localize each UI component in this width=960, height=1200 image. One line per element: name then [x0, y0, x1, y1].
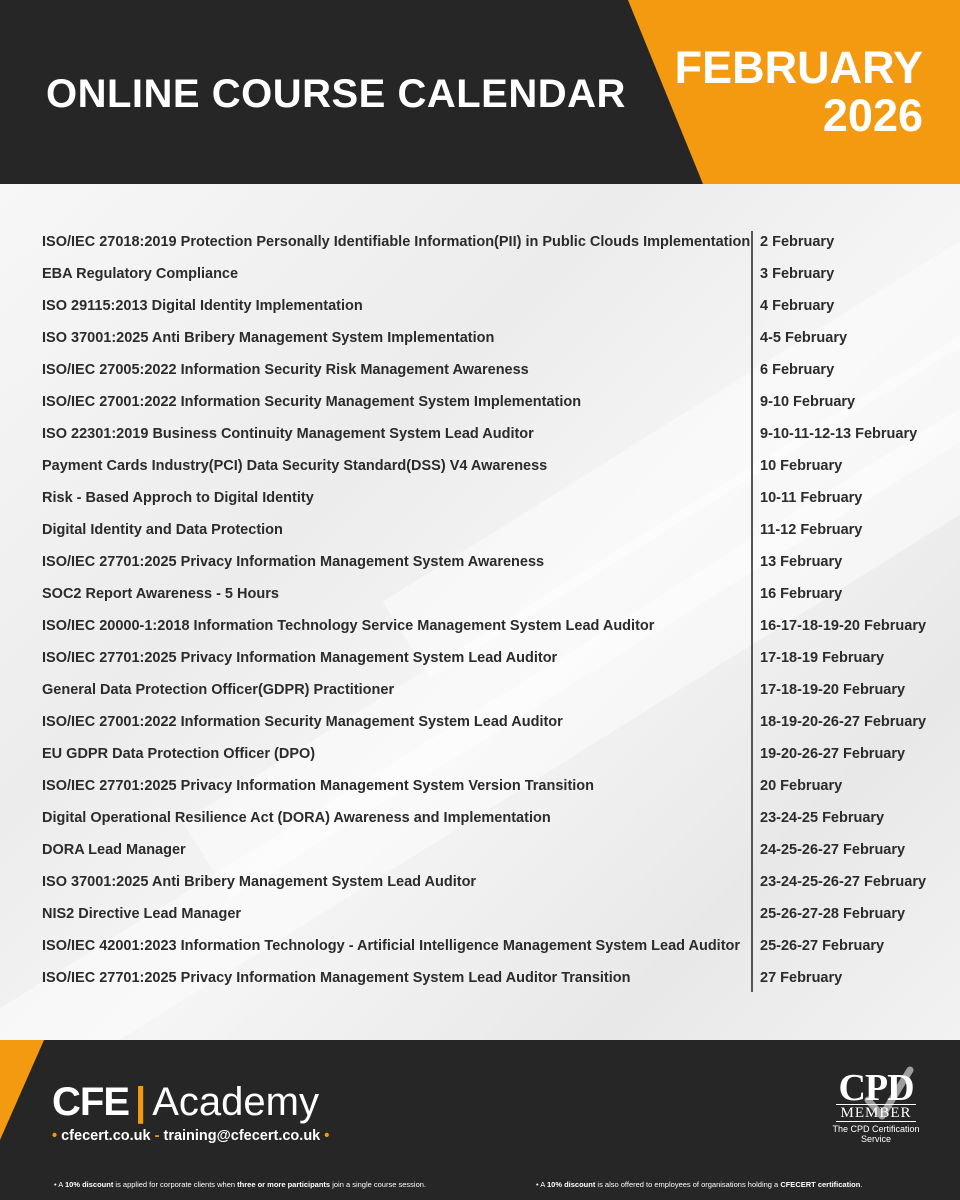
course-date: 4 February [760, 298, 835, 314]
page-title: ONLINE COURSE CALENDAR [46, 72, 626, 116]
course-name: ISO/IEC 27701:2025 Privacy Information Management System Version Transition [42, 778, 595, 794]
discount-note-employees: • A 10% discount is also offered to employees of organisations holding a CFECERT certification. [536, 1180, 863, 1189]
course-name: SOC2 Report Awareness - 5 Hours [42, 586, 279, 602]
course-name: ISO/IEC 27005:2022 Information Security Risk Management Awareness [42, 362, 529, 378]
course-date: 20 February [760, 778, 843, 794]
course-name: ISO 22301:2019 Business Continuity Management System Lead Auditor [42, 426, 534, 442]
note-text: is applied for corporate clients when [113, 1180, 238, 1189]
course-date: 25-26-27 February [760, 938, 885, 954]
course-row [0, 868, 960, 900]
note-bold: 10% discount [546, 1180, 596, 1189]
course-date: 17-18-19-20 February [760, 682, 906, 698]
course-name: ISO/IEC 27701:2025 Privacy Information Management System Lead Auditor Transition [42, 970, 631, 986]
course-calendar-panel [0, 184, 960, 1040]
course-row [0, 580, 960, 612]
course-name: ISO 37001:2025 Anti Bribery Management System Implementation [42, 330, 495, 346]
note-text: A [58, 1180, 65, 1189]
course-name: Digital Operational Resilience Act (DORA) Awareness and Implementation [42, 810, 551, 826]
course-name: EU GDPR Data Protection Officer (DPO) [42, 746, 316, 762]
course-row [0, 260, 960, 292]
course-name: ISO/IEC 27018:2019 Protection Personally Identifiable Information(PII) in Public Clouds Implementation [42, 234, 751, 250]
course-name: ISO/IEC 27001:2022 Information Security Management System Lead Auditor [42, 714, 563, 730]
course-date: 16 February [760, 586, 843, 602]
course-row [0, 292, 960, 324]
course-date: 23-24-25-26-27 February [760, 874, 927, 890]
course-row [0, 420, 960, 452]
course-row [0, 708, 960, 740]
cpd-service-label: The CPD Certification Service [832, 1124, 920, 1144]
course-name: Payment Cards Industry(PCI) Data Security Standard(DSS) V4 Awareness [42, 458, 548, 474]
note-text: . [860, 1180, 863, 1189]
footer [0, 1040, 960, 1200]
course-date: 19-20-26-27 February [760, 746, 906, 762]
brand-separator: | [135, 1080, 147, 1124]
course-date: 6 February [760, 362, 835, 378]
cpd-member-badge [824, 1068, 928, 1160]
footer-accent-shape [0, 1040, 60, 1140]
course-row [0, 964, 960, 996]
course-row [0, 900, 960, 932]
course-name: ISO 29115:2013 Digital Identity Implementation [42, 298, 363, 314]
course-date: 27 February [760, 970, 843, 986]
cpd-letters: CPD [838, 1067, 914, 1109]
course-date: 17-18-19 February [760, 650, 885, 666]
course-name: ISO/IEC 27701:2025 Privacy Information Management System Awareness [42, 554, 545, 570]
course-name: General Data Protection Officer(GDPR) Practitioner [42, 682, 395, 698]
year-label: 2026 [822, 90, 923, 141]
header-banner [0, 0, 960, 184]
course-row [0, 676, 960, 708]
course-date: 11-12 February [760, 522, 863, 538]
website-link[interactable]: cfecert.co.uk [61, 1128, 151, 1144]
course-row [0, 388, 960, 420]
course-name: ISO/IEC 20000-1:2018 Information Technology Service Management System Lead Auditor [42, 618, 655, 634]
course-date: 24-25-26-27 February [760, 842, 906, 858]
discount-note-corporate: • A 10% discount is applied for corporate clients when three or more participants join a single course session. [54, 1180, 426, 1189]
course-date: 9-10 February [760, 394, 856, 410]
course-row [0, 804, 960, 836]
course-date: 25-26-27-28 February [760, 906, 906, 922]
note-bold: three or more participants [237, 1180, 331, 1189]
note-text: A [540, 1180, 547, 1189]
course-row [0, 644, 960, 676]
course-name: Digital Identity and Data Protection [42, 522, 283, 538]
course-row [0, 516, 960, 548]
course-date: 23-24-25 February [760, 810, 885, 826]
course-row [0, 228, 960, 260]
month-year-label [675, 44, 923, 140]
course-row [0, 612, 960, 644]
contact-line [52, 1128, 329, 1144]
course-name: Risk - Based Approch to Digital Identity [42, 490, 314, 506]
course-date: 2 February [760, 234, 835, 250]
course-date: 10 February [760, 458, 843, 474]
course-list [0, 228, 960, 996]
separator-dash: - [154, 1128, 160, 1144]
course-row [0, 836, 960, 868]
brand-logo [52, 1080, 319, 1124]
note-text: join a single course session. [330, 1180, 426, 1189]
brand-academy: Academy [152, 1080, 319, 1124]
course-date: 3 February [760, 266, 835, 282]
course-date: 9-10-11-12-13 February [760, 426, 918, 442]
course-name: NIS2 Directive Lead Manager [42, 906, 242, 922]
course-name: ISO/IEC 42001:2023 Information Technology - Artificial Intelligence Management System Lead Auditor [42, 938, 741, 954]
course-row [0, 324, 960, 356]
course-date: 16-17-18-19-20 February [760, 618, 927, 634]
course-date: 13 February [760, 554, 843, 570]
checkmark-icon [864, 1066, 914, 1124]
course-date: 4-5 February [760, 330, 848, 346]
course-name: ISO/IEC 27701:2025 Privacy Information Management System Lead Auditor [42, 650, 558, 666]
course-row [0, 740, 960, 772]
course-row [0, 548, 960, 580]
course-row [0, 452, 960, 484]
course-name: ISO/IEC 27001:2022 Information Security Management System Implementation [42, 394, 582, 410]
course-date: 10-11 February [760, 490, 863, 506]
course-row [0, 932, 960, 964]
cpd-member-label: MEMBER [836, 1104, 916, 1122]
note-text: is also offered to employees of organisations holding a [595, 1180, 781, 1189]
bullet-icon: • [52, 1128, 58, 1144]
course-name: ISO 37001:2025 Anti Bribery Management System Lead Auditor [42, 874, 477, 890]
month-label: FEBRUARY [674, 42, 923, 93]
course-row [0, 484, 960, 516]
note-bold: 10% discount [64, 1180, 114, 1189]
brand-cfe: CFE [52, 1080, 129, 1124]
course-name: EBA Regulatory Compliance [42, 266, 239, 282]
course-row [0, 356, 960, 388]
bullet-icon: • [324, 1128, 330, 1144]
course-row [0, 772, 960, 804]
course-name: DORA Lead Manager [42, 842, 186, 858]
email-link[interactable]: training@cfecert.co.uk [163, 1128, 321, 1144]
course-date: 18-19-20-26-27 February [760, 714, 927, 730]
note-bold: CFECERT certification [780, 1180, 861, 1189]
